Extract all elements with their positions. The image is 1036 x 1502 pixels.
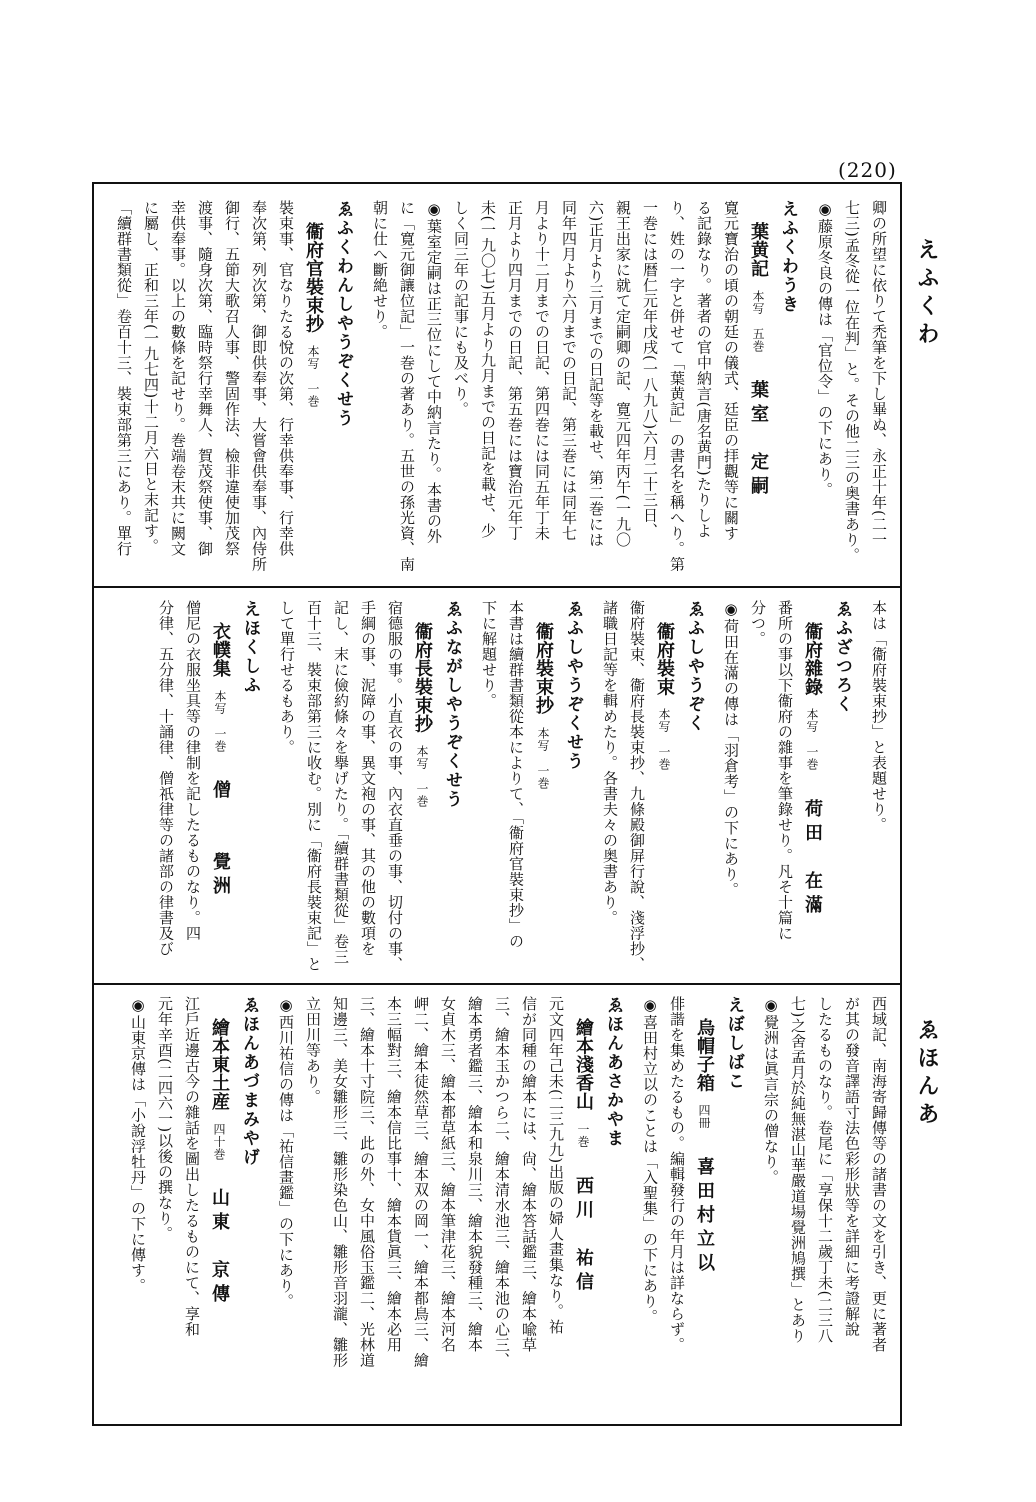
entry-author: 山東 京傳	[209, 1188, 230, 1308]
text-line: ◉山東京傳は「小說浮牡丹」の下に傳す。	[129, 996, 147, 1294]
text-line: 宿德服の事。小直衣の事、內衣直垂の事、切付の事、	[386, 600, 404, 972]
text-line: 奉次第、列次第、御即供奉事、大嘗會供奉事、內侍所	[250, 200, 268, 572]
entry-title-line	[408, 600, 436, 972]
text-line: ◉喜田村立以のことは「入聖集」の下にあり。	[641, 996, 659, 1325]
entry-author: 西川 祐信	[573, 1175, 594, 1296]
entry-title: 衣幞集	[210, 622, 231, 678]
entry-reading: ゑふながしやうぞくせう	[442, 600, 462, 809]
bibliography-entry	[272, 996, 626, 1414]
band-bottom	[106, 996, 892, 1414]
bibliography-entry	[366, 200, 801, 576]
side-header-top: えふくわ	[914, 238, 940, 350]
bibliography-entry	[596, 600, 707, 972]
entry-title-line	[205, 996, 233, 1414]
entry-title-line	[744, 200, 772, 576]
entry-author: 喜田村立以	[694, 1157, 715, 1277]
text-line: 諸職日記等を輯めたり。各書夫々の奥書あり。	[601, 600, 619, 926]
entry-volumes: 四十巻	[212, 1122, 226, 1160]
bibliography-entry	[110, 200, 356, 576]
entry-author: 葉室 定嗣	[748, 380, 769, 500]
band-middle	[106, 600, 892, 972]
bibliography-entry	[475, 600, 586, 972]
entry-volumes: 一巻	[576, 1122, 590, 1148]
entry-title: 衞府裝束抄	[533, 622, 554, 715]
text-line: 七)之舍孟月於純無湛山華嚴道場覺洲鳩撰」とあり	[789, 996, 807, 1344]
text-line: 月より十二月までの日記、第四巻には同五年丁未	[533, 200, 551, 541]
continued-text	[757, 996, 892, 1414]
text-line: り、姓の一字と併せて「葉黄記」の書名を稱へり。第	[668, 200, 686, 572]
text-line: して單行せるもあり。	[278, 600, 296, 755]
entry-author: 僧 覺洲	[210, 780, 231, 900]
text-line: ◉葉室定嗣は正三位にして中納言たり。本書の外	[425, 200, 443, 544]
entry-title-line	[650, 600, 678, 972]
text-line: 元文四年己未(二三九九)出版の婦人畫集なり。祐	[547, 996, 565, 1335]
text-line: 分律、五分律、十誦律、僧祇律等の諸部の律書及び	[157, 600, 175, 957]
entry-title: 繪本淺香山	[573, 1018, 594, 1111]
entry-volumes: 本写 一巻	[657, 708, 671, 771]
bibliography-entry	[717, 600, 855, 972]
entry-title: 衞府官裝束抄	[303, 222, 324, 333]
text-line: 番所の事以下衞府の雜事を筆錄せり。凡そ十篇に	[776, 600, 794, 941]
side-header-bottom: ゑほんあ	[914, 1018, 940, 1130]
text-line: 分つ。	[749, 600, 767, 647]
text-line: したるものなり。卷尾に「享保十二歲丁未(二三八	[816, 996, 834, 1344]
text-line: 未(一九〇七)五月より九月までの日記を載せ、少	[479, 200, 497, 539]
text-line: ◉覺洲は眞言宗の僧なり。	[762, 996, 780, 1185]
text-line: 江戶近邊古今の雜話を圖出したるものにて、享和	[183, 996, 201, 1337]
entry-volumes: 本写 一巻	[213, 689, 227, 752]
text-line: 立田川等あり。	[304, 996, 322, 1105]
entry-volumes: 本写 五巻	[751, 289, 765, 352]
text-line: 下に解題せり。	[480, 600, 498, 709]
text-line: る記錄なり。著者の官中納言(唐名黄門)たりしよ	[695, 200, 713, 539]
text-line: 西域記、南海寄歸傳等の諸書の文を引き、更に著者	[870, 996, 888, 1353]
band-divider	[92, 586, 902, 588]
entry-volumes: 四冊	[697, 1104, 711, 1129]
text-line: ◉藤原冬良の傳は「官位令」の下にあり。	[816, 200, 834, 498]
text-line: 繪本勇者鑑三、繪本和泉川三、繪本貌發種三、繪本	[466, 996, 484, 1353]
entry-author: 荷田 在滿	[802, 798, 823, 919]
text-line: 女貞木三、繪本都草紙三、繪本筆津花三、繪本河名	[439, 996, 457, 1353]
entry-title: 繪本東土産	[209, 1018, 230, 1111]
text-line: 俳諧を集めたるもの。編輯發行の年月は詳ならず。	[668, 996, 686, 1353]
text-line: 一巻には暦仁元年戊戌(一八九八)六月二十三日、	[641, 200, 659, 539]
text-line: 手綱の事、泥障の事、異文袍の事、其の他の數項を	[359, 600, 377, 957]
text-line: 三、繪本十寸院三、此の外、女中風俗玉鑑二、光林道	[358, 996, 376, 1368]
page-number: (220)	[838, 158, 897, 182]
text-line: 記し、末に儉約條々を擧げたり。「續群書類從」卷三	[332, 600, 350, 965]
text-line: 六)正月より三月までの日記等を載せ、第二巻には	[587, 200, 605, 548]
entry-reading: ゑふくわんしやうぞくせう	[333, 200, 353, 428]
text-line: 三、繪本玉かつら二、繪本清水池三、繪本池の心三、	[493, 996, 511, 1368]
text-line: 渡事、隨身次第、臨時祭行幸舞人、賀茂祭使事、御	[196, 200, 214, 557]
text-line: 御行、五節大歌召人事、警固作法、檢非違使加茂祭	[223, 200, 241, 557]
entry-volumes: 本写 一巻	[536, 726, 550, 789]
text-line: 幸供奉事。以上の數條を記せり。巻端卷末共に闕文	[169, 200, 187, 557]
text-line: 本三幅對三、繪本信比事十、繪本貨眞三、繪本必用	[385, 996, 403, 1353]
text-line: 知邊三、美女雛形三、雛形染色山、雛形音羽瀧、雛形	[331, 996, 349, 1368]
text-line: ◉西川祐信の傳は「祐信畫鑑」の下にあり。	[277, 996, 295, 1309]
entry-reading: ゑふしやうぞくせう	[563, 600, 583, 771]
bibliography-entry	[273, 600, 465, 972]
text-line: 寛元寶治の頃の朝廷の儀式、廷臣の拝觀等に關す	[722, 200, 740, 541]
text-line: に屬し、正和三年(一九七四)十二月六日と末記す。	[142, 200, 160, 554]
text-line: 岬二、繪本徒然草三、繪本双の岡一、繪本都鳥三、繪	[412, 996, 430, 1368]
text-line: 同年四月より六月までの日記、第三巻には同年七	[560, 200, 578, 541]
entry-title-line	[798, 600, 826, 972]
entry-title: 烏帽子箱	[694, 1018, 715, 1092]
text-line: 卿の所望に依りて禿筆を下し畢ぬ、永正十年(二一	[870, 200, 888, 548]
text-line: 裝束事、官なりたる悅の次第、行幸供奉事、行幸供	[277, 200, 295, 557]
entry-reading: ゑほんあづまみやげ	[239, 996, 259, 1167]
text-line: しく同三年の記事にも及べり。	[452, 200, 470, 417]
text-line: ◉荷田在滿の傳は「羽倉考」の下にあり。	[722, 600, 740, 898]
text-line: 正月より四月までの日記、第五巻には寶治元年丁	[506, 200, 524, 541]
entry-reading: えほくしふ	[240, 600, 260, 695]
text-line: 衞府裝束、衞府長裝束抄、九條殿御屏行說、淺浮抄、	[628, 600, 646, 972]
entry-title-line	[569, 996, 597, 1414]
text-line: 「續群書類從」卷百十三、裝束部第三にあり。單行	[115, 200, 133, 557]
entry-reading: えふくわうき	[778, 200, 798, 314]
text-line: 本は「衞府裝束抄」と表題せり。	[870, 600, 888, 833]
text-line: 朝に仕へ斷絶せり。	[371, 200, 389, 340]
text-line: に「寛元御讓位記」一巻の著あり。五世の孫光資、南	[398, 200, 416, 572]
bibliography-entry	[124, 996, 262, 1414]
entry-title: 葉黄記	[748, 222, 769, 278]
entry-title: 衞府裝束	[654, 622, 675, 696]
entry-title-line	[206, 600, 234, 972]
entry-volumes: 本写 一巻	[805, 708, 819, 771]
band-divider	[92, 983, 902, 985]
text-line: 信が同種の繪本には、尙、繪本答話鑑三、繪本喩草	[520, 996, 538, 1353]
entry-title: 衞府長裝束抄	[412, 622, 433, 733]
text-line: が其の發音譯語寸法色彩形狀等を詳細に考證解說	[843, 996, 861, 1337]
text-line: 親王出家に就て定嗣卿の記、寛元四年丙午(一九〇	[614, 200, 632, 548]
band-top	[106, 200, 892, 576]
entry-title-line	[299, 200, 327, 576]
entry-reading: えぼしばこ	[724, 996, 744, 1091]
bibliography-entry	[636, 996, 747, 1414]
entry-reading: ゑほんあさかやま	[603, 996, 623, 1148]
entry-reading: ゑふしやうぞく	[684, 600, 704, 733]
entry-volumes: 本写 一巻	[306, 345, 320, 408]
continued-text	[865, 600, 892, 972]
entry-title-line	[529, 600, 557, 972]
continued-text	[811, 200, 892, 576]
entry-title: 衞府雜錄	[802, 622, 823, 696]
entry-title-line	[690, 996, 718, 1414]
text-line: 元年辛酉(二四六一)以後の撰なり。	[156, 996, 174, 1242]
text-line: 七三)孟冬從一位在判」と。その他二三の奥書あり。	[843, 200, 861, 563]
entry-volumes: 本写 一巻	[415, 745, 429, 808]
text-line: 百十三、裝束部第三に收む。別に「衞府長裝束記」と	[305, 600, 323, 972]
text-line: 本書は續群書類從本によりて、「衞府官裝束抄」の	[507, 600, 525, 949]
text-line: 僧尼の衣服坐具等の律制を記したるものなり。四	[184, 600, 202, 941]
entry-reading: ゑふざつろく	[832, 600, 852, 714]
bibliography-entry	[152, 600, 263, 972]
